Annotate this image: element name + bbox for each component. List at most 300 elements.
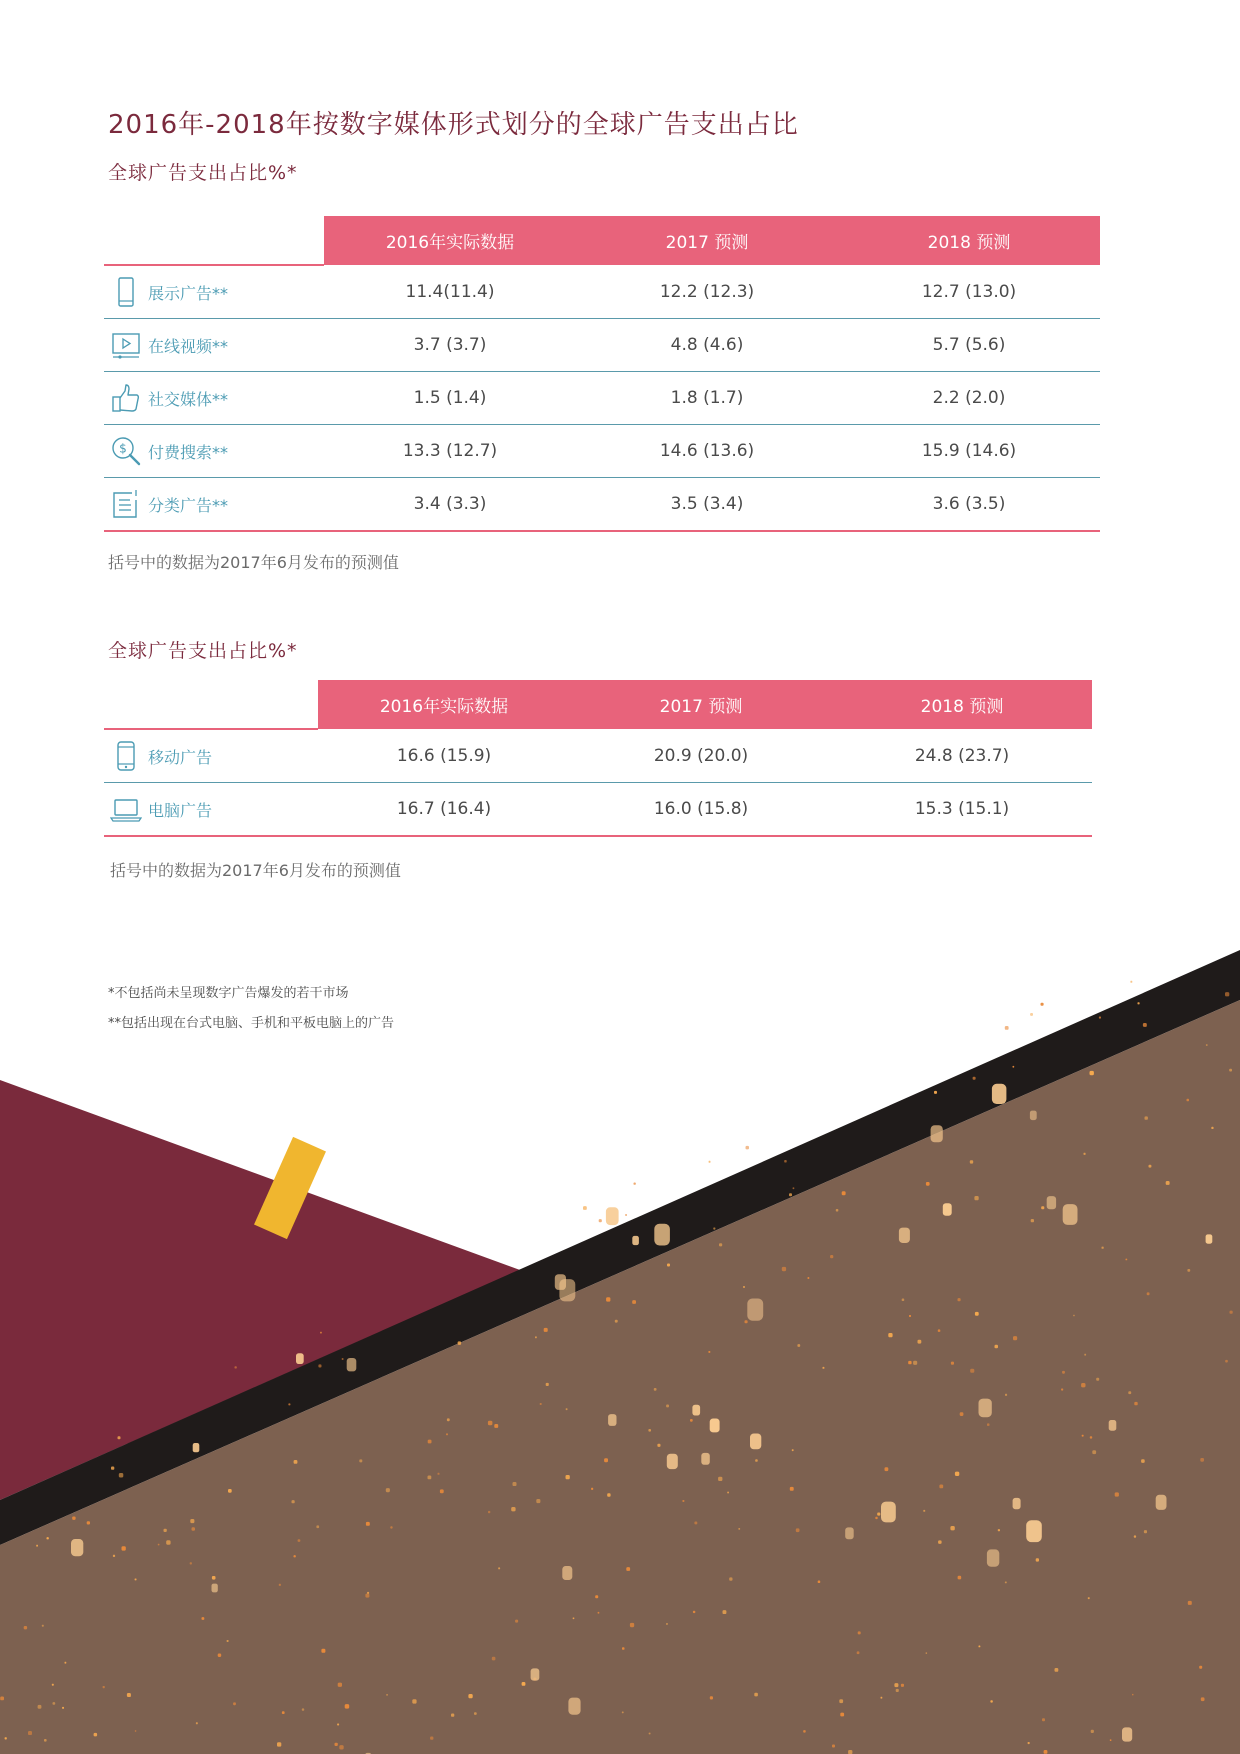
value-2016: 13.3 (12.7) bbox=[324, 425, 576, 478]
lantern-light bbox=[622, 1647, 625, 1650]
lantern-light bbox=[5, 1737, 7, 1739]
lantern-light bbox=[1082, 1435, 1084, 1437]
lantern-light bbox=[606, 1207, 619, 1225]
lantern-light bbox=[338, 1683, 342, 1687]
lantern-light bbox=[135, 1730, 137, 1732]
lantern-light bbox=[979, 1646, 981, 1648]
lantern-light bbox=[710, 1696, 713, 1699]
lantern-light bbox=[103, 1686, 105, 1688]
value-2017: 16.0 (15.8) bbox=[570, 783, 832, 837]
lantern-light bbox=[1229, 1069, 1232, 1072]
value-2017: 3.5 (3.4) bbox=[576, 478, 838, 532]
lantern-light bbox=[288, 1403, 290, 1405]
lantern-light bbox=[1110, 1739, 1112, 1741]
lantern-light bbox=[1134, 1535, 1136, 1537]
lantern-light bbox=[294, 1460, 298, 1464]
lantern-light bbox=[1126, 1259, 1128, 1261]
lantern-light bbox=[1138, 1002, 1140, 1004]
lantern-light bbox=[839, 1699, 843, 1703]
lantern-light bbox=[282, 1711, 285, 1714]
lantern-light bbox=[94, 1733, 98, 1737]
lantern-light bbox=[622, 1712, 624, 1714]
lantern-light bbox=[296, 1353, 304, 1364]
lantern-light bbox=[28, 1731, 32, 1735]
value-2018: 24.8 (23.7) bbox=[832, 729, 1092, 783]
lantern-light bbox=[877, 1513, 880, 1516]
lantern-light bbox=[885, 1467, 889, 1471]
lantern-light bbox=[881, 1697, 883, 1699]
lantern-light bbox=[164, 1529, 167, 1532]
lantern-light bbox=[950, 1526, 954, 1530]
lantern-light bbox=[1042, 1718, 1045, 1721]
lantern-light bbox=[44, 1739, 47, 1742]
lantern-light bbox=[1055, 1668, 1059, 1672]
lantern-light bbox=[428, 1476, 432, 1480]
lantern-light bbox=[926, 1182, 930, 1186]
lantern-light bbox=[468, 1694, 472, 1698]
lantern-light bbox=[632, 1236, 639, 1245]
lantern-light bbox=[1115, 1492, 1119, 1496]
lantern-light bbox=[979, 1399, 992, 1418]
lantern-light bbox=[52, 1684, 54, 1686]
lantern-light bbox=[591, 1488, 593, 1490]
lantern-light bbox=[1122, 1727, 1132, 1741]
lantern-light bbox=[723, 1610, 727, 1614]
lantern-light bbox=[1206, 1234, 1213, 1243]
lantern-light bbox=[190, 1562, 192, 1564]
lantern-light bbox=[750, 1434, 761, 1450]
header-2016: 2016年实际数据 bbox=[318, 680, 570, 729]
lantern-light bbox=[277, 1742, 281, 1746]
lantern-light bbox=[298, 1539, 301, 1542]
lantern-light bbox=[792, 1449, 794, 1451]
value-2017: 14.6 (13.6) bbox=[576, 425, 838, 478]
lantern-light bbox=[667, 1264, 670, 1267]
lantern-light bbox=[113, 1555, 115, 1557]
lantern-light bbox=[943, 1203, 952, 1216]
lantern-light bbox=[1130, 981, 1132, 983]
lantern-light bbox=[1013, 1066, 1015, 1068]
lantern-light bbox=[337, 1724, 339, 1726]
lantern-light bbox=[488, 1421, 493, 1426]
lantern-light bbox=[951, 1362, 954, 1365]
lantern-light bbox=[573, 1618, 575, 1620]
lantern-light bbox=[657, 1444, 660, 1447]
lantern-light bbox=[745, 1320, 748, 1323]
lantern-light bbox=[511, 1507, 515, 1511]
lantern-light bbox=[918, 1340, 922, 1344]
lantern-light bbox=[1005, 1026, 1009, 1030]
lantern-light bbox=[729, 1577, 732, 1580]
value-2018: 2.2 (2.0) bbox=[838, 372, 1100, 425]
lantern-light bbox=[294, 1555, 296, 1557]
lantern-light bbox=[190, 1519, 194, 1523]
lantern-light bbox=[1149, 1165, 1152, 1168]
lantern-light bbox=[931, 1125, 943, 1142]
lantern-light bbox=[975, 1312, 979, 1316]
lantern-light bbox=[166, 1540, 170, 1544]
lantern-light bbox=[784, 1160, 787, 1163]
value-2016: 11.4(11.4) bbox=[324, 265, 576, 319]
lantern-light bbox=[939, 1485, 943, 1489]
lantern-light bbox=[192, 1527, 196, 1531]
lantern-light bbox=[279, 1584, 281, 1586]
lantern-light bbox=[690, 1419, 693, 1422]
lantern-light bbox=[899, 1228, 910, 1243]
lantern-light bbox=[995, 1345, 999, 1349]
lantern-light bbox=[719, 1243, 722, 1246]
lantern-light bbox=[701, 1453, 710, 1465]
lantern-light bbox=[970, 1160, 973, 1163]
lantern-light bbox=[987, 1549, 999, 1566]
lantern-light bbox=[894, 1683, 898, 1687]
lantern-light bbox=[1030, 1013, 1033, 1016]
lantern-light bbox=[390, 1526, 392, 1528]
lantern-light bbox=[908, 1361, 911, 1364]
header-2016: 2016年实际数据 bbox=[324, 216, 576, 265]
lantern-light bbox=[1147, 1292, 1150, 1295]
lantern-light bbox=[615, 1320, 618, 1323]
lantern-light bbox=[1005, 1394, 1007, 1396]
lantern-light bbox=[754, 1693, 758, 1697]
lantern-light bbox=[858, 1631, 861, 1634]
lantern-light bbox=[1013, 1336, 1017, 1340]
lantern-light bbox=[1088, 1597, 1090, 1599]
lantern-light bbox=[1031, 1219, 1034, 1222]
lantern-light bbox=[566, 1408, 568, 1410]
lantern-light bbox=[522, 1682, 526, 1686]
lantern-light bbox=[531, 1668, 540, 1680]
lantern-light bbox=[974, 1196, 978, 1200]
lantern-light bbox=[488, 1511, 490, 1513]
lantern-light bbox=[888, 1333, 892, 1337]
lantern-light bbox=[666, 1405, 669, 1408]
lantern-light bbox=[848, 1750, 852, 1754]
lantern-light bbox=[320, 1332, 322, 1334]
lantern-light bbox=[797, 1344, 800, 1347]
lantern-light bbox=[158, 1544, 160, 1546]
lantern-light bbox=[909, 1315, 911, 1317]
lantern-light bbox=[568, 1698, 580, 1715]
lantern-light bbox=[430, 1737, 433, 1740]
row-label: 社交媒体** bbox=[148, 389, 229, 409]
lantern-light bbox=[630, 1623, 634, 1627]
lantern-light bbox=[111, 1467, 114, 1470]
lantern-light bbox=[708, 1351, 710, 1353]
lantern-light bbox=[0, 1697, 4, 1701]
lantern-light bbox=[196, 1722, 198, 1724]
lantern-light bbox=[595, 1595, 598, 1598]
value-2016: 3.4 (3.3) bbox=[324, 478, 576, 532]
lantern-light bbox=[1230, 1311, 1233, 1314]
lantern-light bbox=[233, 1702, 236, 1705]
lantern-light bbox=[654, 1388, 657, 1391]
value-2016: 16.6 (15.9) bbox=[318, 729, 570, 783]
lantern-light bbox=[743, 1286, 745, 1288]
lantern-light bbox=[1036, 1558, 1039, 1561]
page-title: 2016年-2018年按数字媒体形式划分的全球广告支出占比 bbox=[108, 110, 799, 140]
lantern-light bbox=[366, 1522, 370, 1526]
lantern-light bbox=[1091, 1730, 1094, 1733]
lantern-light bbox=[1109, 1420, 1117, 1431]
lantern-light bbox=[934, 1091, 937, 1094]
lantern-light bbox=[842, 1191, 846, 1195]
value-2016: 3.7 (3.7) bbox=[324, 319, 576, 372]
lantern-light bbox=[1225, 992, 1229, 996]
lantern-light bbox=[342, 1358, 344, 1360]
lantern-light bbox=[474, 1712, 477, 1715]
lantern-light bbox=[42, 1625, 44, 1627]
lantern-light bbox=[202, 1617, 205, 1620]
lantern-light bbox=[607, 1493, 610, 1496]
value-2017: 1.8 (1.7) bbox=[576, 372, 838, 425]
lantern-light bbox=[875, 1517, 877, 1519]
lantern-light bbox=[626, 1567, 630, 1571]
lantern-light bbox=[694, 1522, 697, 1525]
lantern-light bbox=[386, 1488, 390, 1492]
lantern-light bbox=[1166, 1181, 1170, 1185]
lantern-light bbox=[960, 1412, 964, 1416]
lantern-light bbox=[212, 1576, 216, 1580]
lantern-light bbox=[818, 1581, 821, 1584]
lantern-light bbox=[901, 1684, 904, 1687]
lantern-light bbox=[228, 1489, 232, 1493]
lantern-light bbox=[599, 1219, 602, 1222]
lantern-light bbox=[122, 1546, 126, 1550]
lantern-light bbox=[1225, 1360, 1228, 1363]
table1-subtitle: 全球广告支出占比%* bbox=[108, 162, 298, 184]
lantern-light bbox=[47, 1537, 49, 1539]
lantern-light bbox=[386, 1694, 388, 1696]
lantern-light bbox=[53, 1702, 56, 1705]
lantern-light bbox=[926, 1652, 928, 1654]
lantern-light bbox=[845, 1527, 854, 1539]
lantern-light bbox=[713, 1228, 715, 1230]
lantern-light bbox=[583, 1206, 587, 1210]
lantern-light bbox=[654, 1224, 670, 1246]
lantern-light bbox=[1187, 1099, 1190, 1102]
lantern-light bbox=[1141, 1459, 1145, 1463]
lantern-light bbox=[347, 1358, 357, 1371]
lantern-light bbox=[1187, 1269, 1190, 1272]
lantern-light bbox=[1084, 1153, 1086, 1155]
lantern-light bbox=[24, 1626, 27, 1629]
header-2018: 2018 预测 bbox=[832, 680, 1092, 729]
lantern-light bbox=[803, 1730, 806, 1733]
lantern-light bbox=[1211, 1127, 1213, 1129]
lantern-light bbox=[1200, 1458, 1204, 1462]
lantern-light bbox=[606, 1297, 610, 1301]
lantern-light bbox=[1128, 1391, 1131, 1394]
lantern-light bbox=[566, 1475, 570, 1479]
lantern-light bbox=[789, 1193, 792, 1196]
lantern-light bbox=[990, 1700, 992, 1702]
lantern-light bbox=[667, 1454, 678, 1469]
lantern-light bbox=[625, 1214, 627, 1216]
lantern-light bbox=[446, 1433, 448, 1435]
lantern-light bbox=[36, 1545, 38, 1547]
footnote: *不包括尚未呈现数字广告爆发的若干市场 bbox=[108, 986, 349, 1001]
lantern-light bbox=[823, 1367, 825, 1369]
lantern-light bbox=[1156, 1495, 1167, 1510]
lantern-light bbox=[692, 1405, 700, 1416]
lantern-light bbox=[316, 1525, 319, 1528]
lantern-light bbox=[1062, 1371, 1065, 1374]
lantern-light bbox=[492, 1657, 496, 1661]
lantern-light bbox=[832, 1745, 835, 1748]
lantern-light bbox=[1030, 1111, 1037, 1121]
header-2018: 2018 预测 bbox=[838, 216, 1100, 265]
lantern-light bbox=[1005, 1582, 1007, 1584]
lantern-light bbox=[923, 1510, 925, 1512]
row-label: 展示广告** bbox=[148, 283, 229, 303]
lantern-light bbox=[727, 1492, 729, 1494]
lantern-light bbox=[1090, 1436, 1092, 1438]
row-label: 分类广告** bbox=[148, 495, 229, 515]
lantern-light bbox=[598, 1612, 600, 1614]
lantern-light bbox=[1084, 1354, 1086, 1356]
lantern-light bbox=[1099, 1017, 1101, 1019]
lantern-light bbox=[515, 1620, 518, 1623]
lantern-light bbox=[1081, 1383, 1085, 1387]
lantern-light bbox=[1073, 1315, 1075, 1317]
row-label: 在线视频** bbox=[148, 336, 229, 356]
value-2016: 16.7 (16.4) bbox=[318, 783, 570, 837]
lantern-light bbox=[345, 1704, 350, 1709]
row-label: 电脑广告 bbox=[148, 800, 213, 820]
lantern-light bbox=[62, 1707, 64, 1709]
lantern-light bbox=[938, 1329, 941, 1332]
lantern-light bbox=[998, 1529, 1000, 1531]
lantern-light bbox=[1143, 1023, 1147, 1027]
lantern-light bbox=[1047, 1196, 1056, 1209]
lantern-light bbox=[1013, 1498, 1021, 1509]
lantern-light bbox=[359, 1459, 362, 1462]
lantern-light bbox=[808, 1277, 810, 1279]
lantern-light bbox=[494, 1424, 498, 1428]
lantern-light bbox=[938, 1540, 942, 1544]
lantern-light bbox=[881, 1502, 896, 1523]
lantern-light bbox=[1044, 1750, 1048, 1754]
lantern-light bbox=[896, 1689, 899, 1692]
lantern-light bbox=[790, 1487, 794, 1491]
lantern-light bbox=[955, 1472, 959, 1476]
lantern-light bbox=[498, 1567, 500, 1569]
lantern-light bbox=[438, 1473, 440, 1475]
lantern-light bbox=[648, 1429, 651, 1432]
lantern-light bbox=[913, 1361, 917, 1365]
lantern-light bbox=[1206, 1044, 1208, 1046]
lantern-light bbox=[212, 1584, 218, 1593]
lantern-light bbox=[755, 1459, 758, 1462]
lantern-light bbox=[958, 1576, 962, 1580]
value-2018: 3.6 (3.5) bbox=[838, 478, 1100, 532]
lantern-light bbox=[318, 1364, 321, 1367]
lantern-light bbox=[540, 1403, 542, 1405]
lantern-light bbox=[428, 1440, 432, 1444]
lantern-light bbox=[1090, 1071, 1094, 1075]
lantern-light bbox=[544, 1328, 548, 1332]
lantern-light bbox=[793, 1187, 795, 1189]
lantern-light bbox=[1026, 1520, 1042, 1542]
row-label: 移动广告 bbox=[148, 747, 213, 767]
row-label: 付费搜索** bbox=[148, 442, 229, 462]
footnote: **包括出现在台式电脑、手机和平板电脑上的广告 bbox=[108, 1016, 395, 1031]
lantern-light bbox=[447, 1418, 450, 1421]
value-2016: 1.5 (1.4) bbox=[324, 372, 576, 425]
lantern-light bbox=[738, 1528, 740, 1530]
lantern-light bbox=[709, 1161, 711, 1163]
value-2017: 4.8 (4.6) bbox=[576, 319, 838, 372]
lantern-light bbox=[335, 1743, 338, 1746]
lantern-light bbox=[682, 1500, 684, 1502]
lantern-light bbox=[1092, 1450, 1096, 1454]
lantern-light bbox=[902, 1299, 905, 1302]
svg-text:$: $ bbox=[119, 441, 127, 456]
lantern-light bbox=[451, 1714, 454, 1717]
value-2017: 12.2 (12.3) bbox=[576, 265, 838, 319]
lantern-light bbox=[747, 1299, 763, 1321]
lantern-light bbox=[87, 1521, 90, 1524]
lantern-light bbox=[1063, 1204, 1078, 1225]
lantern-light bbox=[608, 1414, 616, 1426]
table2-subtitle: 全球广告支出占比%* bbox=[108, 640, 298, 662]
lantern-light bbox=[836, 1209, 839, 1212]
lantern-light bbox=[535, 1336, 537, 1338]
lantern-light bbox=[440, 1489, 444, 1493]
lantern-light bbox=[666, 1623, 668, 1625]
lantern-light bbox=[718, 1477, 722, 1481]
lantern-light bbox=[1188, 1601, 1192, 1605]
lantern-light bbox=[693, 1611, 695, 1613]
lantern-light bbox=[1102, 1247, 1104, 1249]
value-2018: 5.7 (5.6) bbox=[838, 319, 1100, 372]
value-2017: 20.9 (20.0) bbox=[570, 729, 832, 783]
lantern-light bbox=[840, 1713, 844, 1717]
lantern-light bbox=[782, 1267, 786, 1271]
lantern-light bbox=[1041, 1003, 1044, 1006]
lantern-light bbox=[118, 1436, 121, 1439]
lantern-light bbox=[135, 1579, 137, 1581]
lantern-light bbox=[235, 1366, 237, 1368]
lantern-light bbox=[1145, 1116, 1148, 1119]
lantern-light bbox=[796, 1528, 800, 1532]
lantern-light bbox=[72, 1517, 75, 1520]
lantern-light bbox=[830, 1255, 833, 1258]
lantern-light bbox=[1201, 1697, 1205, 1701]
lantern-light bbox=[1132, 1694, 1134, 1696]
lantern-light bbox=[1061, 1389, 1063, 1391]
lantern-light bbox=[536, 1499, 540, 1503]
lantern-light bbox=[857, 1651, 860, 1654]
lantern-light bbox=[992, 1084, 1007, 1104]
value-2018: 12.7 (13.0) bbox=[838, 265, 1100, 319]
lantern-light bbox=[746, 1146, 750, 1150]
lantern-light bbox=[710, 1419, 720, 1433]
lantern-light bbox=[227, 1640, 229, 1642]
lantern-light bbox=[958, 1298, 961, 1301]
header-2017: 2017 预测 bbox=[570, 680, 832, 729]
lantern-light bbox=[127, 1693, 131, 1697]
lantern-light bbox=[973, 1077, 976, 1080]
lantern-light bbox=[1134, 1402, 1137, 1405]
lantern-light bbox=[412, 1699, 416, 1703]
lantern-light bbox=[65, 1662, 67, 1664]
lantern-light bbox=[71, 1539, 83, 1556]
table2-note: 括号中的数据为2017年6月发布的预测值 bbox=[110, 861, 401, 880]
lantern-light bbox=[1028, 1742, 1030, 1744]
lantern-light bbox=[1199, 1666, 1202, 1669]
